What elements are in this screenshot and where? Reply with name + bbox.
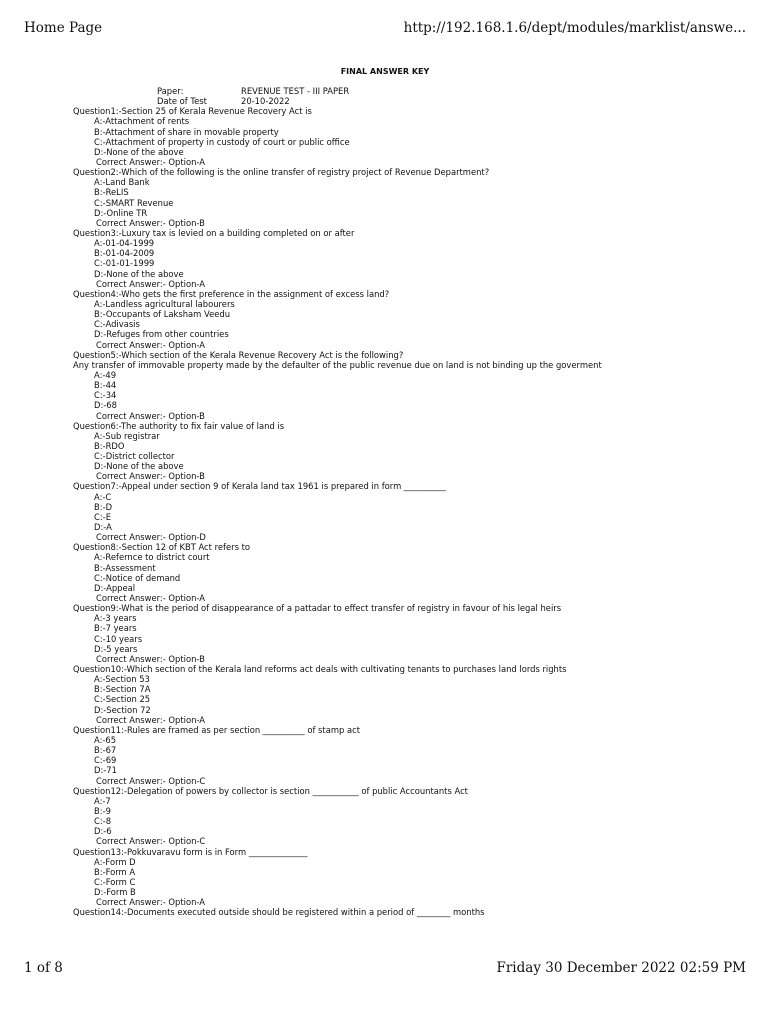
answer-option: B:-9 — [94, 805, 111, 816]
question-block — [73, 603, 753, 664]
answer-option: A:-Land Bank — [94, 177, 150, 188]
question-block — [73, 664, 753, 725]
answer-option: A:-3 years — [94, 613, 137, 624]
answer-option: C:-Notice of demand — [94, 572, 181, 583]
answer-option: A:-Refernce to district court — [94, 552, 210, 563]
answer-option: B:-Occupants of Laksham Veedu — [94, 309, 231, 320]
question-block — [73, 786, 753, 847]
answer-option: B:-Assessment — [94, 562, 156, 573]
answer-option: C:-SMART Revenue — [94, 197, 174, 208]
correct-answer: Correct Answer:- Option-B — [96, 410, 205, 421]
correct-answer: Correct Answer:- Option-A — [96, 278, 205, 289]
answer-option: C:-01-01-1999 — [94, 258, 155, 269]
question-text: Any transfer of immovable property made by the defaulter of the public revenue due on land is not binding up the goverment — [73, 359, 602, 370]
correct-answer: Correct Answer:- Option-A — [96, 339, 205, 350]
question-text: Question14:-Documents executed outside should be registered within a period of ________ months — [73, 907, 485, 918]
date-value: 20-10-2022 — [241, 96, 290, 107]
question-text: Question1:-Section 25 of Kerala Revenue Recovery Act is — [73, 106, 312, 117]
correct-answer: Correct Answer:- Option-C — [96, 775, 206, 786]
answer-key-document — [73, 64, 753, 918]
answer-option: D:-Form B — [94, 887, 136, 898]
answer-option: C:-Section 25 — [94, 694, 151, 705]
answer-option: D:-Online TR — [94, 207, 148, 218]
question-text: Question11:-Rules are framed as per section __________ of stamp act — [73, 724, 360, 735]
correct-answer: Correct Answer:- Option-A — [96, 156, 205, 167]
question-block — [73, 350, 753, 421]
answer-option: B:-Form A — [94, 866, 136, 877]
answer-option: A:-Attachment of rents — [94, 116, 190, 127]
answer-option: D:-Refuges from other countries — [94, 329, 229, 340]
answer-option: D:-68 — [94, 400, 117, 411]
answer-option: B:-ReLIS — [94, 187, 129, 198]
answer-option: A:-Form D — [94, 856, 136, 867]
answer-option: A:-Section 53 — [94, 674, 150, 685]
question-block — [73, 106, 753, 167]
answer-option: A:-7 — [94, 795, 111, 806]
answer-option: B:-67 — [94, 745, 117, 756]
answer-option: A:-Sub registrar — [94, 430, 160, 441]
page-counter: 1 of 8 — [24, 960, 63, 976]
paper-label: Paper: — [157, 86, 184, 96]
answer-option: D:-None of the above — [94, 268, 184, 279]
answer-option: B:-D — [94, 501, 113, 512]
answer-option: D:-6 — [94, 826, 112, 837]
answer-option: D:-None of the above — [94, 461, 184, 472]
correct-answer: Correct Answer:- Option-A — [96, 714, 205, 725]
answer-option: D:-Section 72 — [94, 704, 151, 715]
paper-value: REVENUE TEST - III PAPER — [241, 86, 350, 96]
answer-option: D:-Appeal — [94, 582, 136, 593]
question-block — [73, 542, 753, 603]
question-text: Question13:-Pokkuvaravu form is in Form ______________ — [73, 846, 308, 857]
answer-option: B:-Section 7A — [94, 684, 151, 695]
answer-option: B:-01-04-2009 — [94, 248, 155, 259]
correct-answer: Correct Answer:- Option-D — [96, 532, 206, 543]
question-block — [73, 907, 753, 917]
browser-page-url: http://192.168.1.6/dept/modules/marklist/answe... — [403, 20, 746, 36]
correct-answer: Correct Answer:- Option-B — [96, 217, 205, 228]
question-text: Question7:-Appeal under section 9 of Kerala land tax 1961 is prepared in form __________ — [73, 481, 446, 492]
answer-option: C:-Adivasis — [94, 319, 140, 330]
answer-option: D:-None of the above — [94, 146, 184, 157]
answer-option: C:-69 — [94, 755, 117, 766]
print-datetime: Friday 30 December 2022 02:59 PM — [496, 960, 746, 976]
question-block — [73, 167, 753, 228]
paper-row — [73, 86, 753, 96]
question-block — [73, 421, 753, 482]
answer-option: B:-RDO — [94, 440, 125, 451]
answer-option: C:-8 — [94, 816, 112, 827]
question-block — [73, 481, 753, 542]
question-text: Question4:-Who gets the first preference in the assignment of excess land? — [73, 288, 390, 299]
document-title: FINAL ANSWER KEY — [340, 67, 430, 76]
question-block — [73, 289, 753, 350]
answer-option: A:-C — [94, 491, 112, 502]
answer-option: D:-5 years — [94, 643, 138, 654]
correct-answer: Correct Answer:- Option-B — [96, 471, 205, 482]
answer-option: A:-65 — [94, 735, 117, 745]
browser-page-title: Home Page — [24, 20, 103, 36]
answer-option: C:-Form C — [94, 876, 136, 887]
question-block — [73, 228, 753, 289]
date-row — [73, 96, 753, 106]
correct-answer: Correct Answer:- Option-B — [96, 653, 205, 664]
question-text: Question9:-What is the period of disappearance of a pattadar to effect transfer of registry in favour of his legal heirs — [73, 603, 562, 614]
answer-option: C:-Attachment of property in custody of court or public office — [94, 136, 350, 147]
question-block — [73, 725, 753, 786]
answer-option: D:-71 — [94, 765, 117, 776]
question-text: Question10:-Which section of the Kerala land reforms act deals with cultivating tenants to purchases land lords rights — [73, 664, 567, 675]
question-block — [73, 847, 753, 908]
question-text: Question3:-Luxury tax is levied on a building completed on or after — [73, 227, 355, 238]
question-text: Question2:-Which of the following is the online transfer of registry project of Revenue Department? — [73, 167, 490, 178]
correct-answer: Correct Answer:- Option-A — [96, 897, 205, 908]
question-text: Question12:-Delegation of powers by collector is section ___________ of public Accountants Act — [73, 785, 468, 796]
question-list — [73, 106, 753, 917]
correct-answer: Correct Answer:- Option-C — [96, 836, 206, 847]
answer-option: C:-10 years — [94, 633, 143, 644]
answer-option: C:-34 — [94, 390, 117, 401]
answer-option: B:-7 years — [94, 623, 137, 634]
answer-option: D:-A — [94, 522, 112, 533]
answer-option: A:-Landless agricultural labourers — [94, 298, 235, 309]
answer-option: B:-Attachment of share in movable property — [94, 126, 279, 137]
correct-answer: Correct Answer:- Option-A — [96, 593, 205, 604]
answer-option: A:-01-04-1999 — [94, 238, 155, 249]
question-text: Question8:-Section 12 of KBT Act refers to — [73, 542, 250, 553]
answer-option: A:-49 — [94, 369, 117, 380]
question-text: Question5:-Which section of the Kerala Revenue Recovery Act is the following? — [73, 349, 404, 360]
answer-option: C:-District collector — [94, 451, 175, 462]
answer-option: C:-E — [94, 511, 111, 522]
date-label: Date of Test — [157, 96, 207, 107]
answer-option: B:-44 — [94, 380, 117, 391]
question-text: Question6:-The authority to fix fair value of land is — [73, 420, 285, 431]
